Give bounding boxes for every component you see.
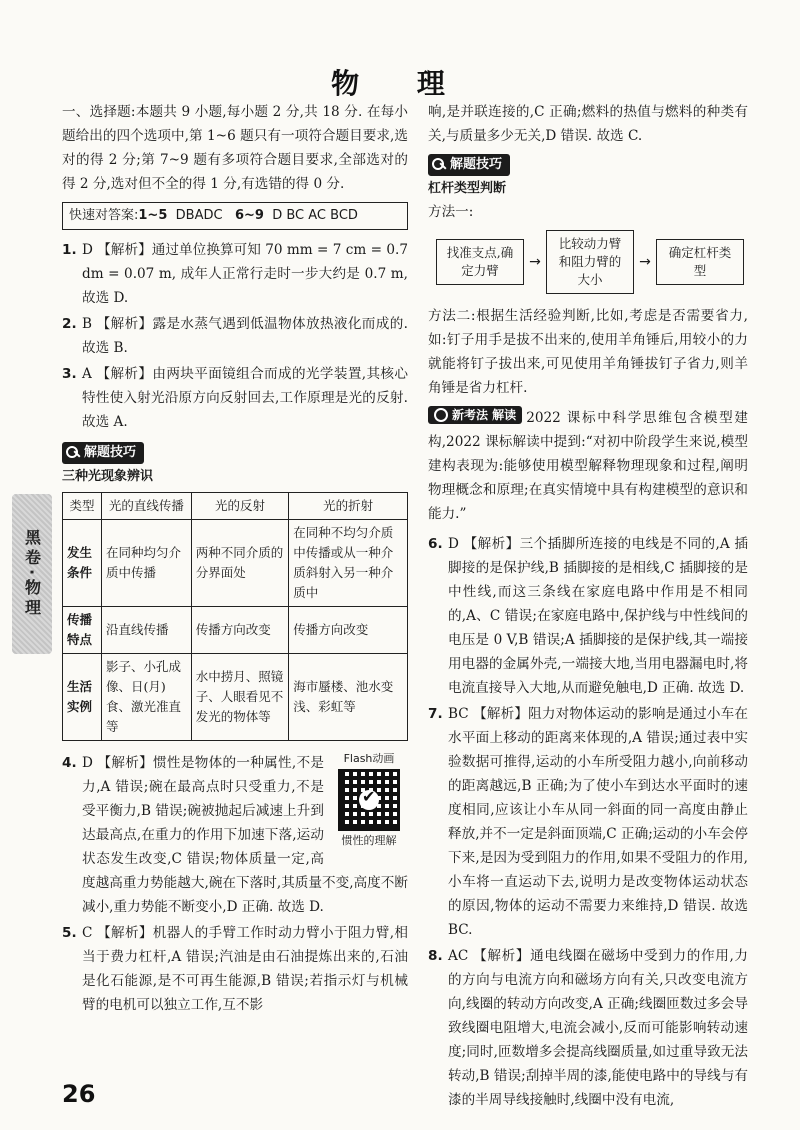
question-4 xyxy=(62,751,408,919)
qr-code-icon[interactable] xyxy=(338,769,400,831)
question-answer-text: D 【解析】通过单位换算可知 70 mm = 7 cm = 0.7 dm = 0.07 m, 成年人正常行走时一步大约是 0.7 m, 故选 D. xyxy=(82,242,408,306)
left-column xyxy=(62,100,408,1019)
row-header: 生活实例 xyxy=(63,654,102,741)
tips-badge-label: 解题技巧 xyxy=(84,445,137,460)
table-cell: 在同种不均匀介质中传播或从一种介质斜射入另一种介质中 xyxy=(289,520,408,607)
flow-step: 找准支点,确定力臂 xyxy=(436,239,524,285)
table-cell: 水中捞月、照镜子、人眼看见不发光的物体等 xyxy=(191,654,289,741)
lever-heading: 杠杆类型判断 xyxy=(428,181,507,196)
arrow-right-icon: → xyxy=(529,254,541,270)
question-answer-text: AC 【解析】通电线圈在磁场中受到力的作用,力的方向与电流方向和磁场方向有关,只改变电流方向,线圈的转动方向改变,A 正确;线圈匝数过多会导致线圈电阻增大,电流会减小,反而可能影响转动速度;同时,匝数增多会提高线圈质量,如过重导致无法转动,B 错误;刮掉半周的漆,能使电路中的导线与有漆的半周导线接触时,线圈中没有电流, xyxy=(448,948,748,1108)
quick-answer-label: 快速对答案: xyxy=(69,208,139,223)
table-header: 类型 xyxy=(63,493,102,520)
question-number: 3. xyxy=(62,366,77,382)
tips-badge xyxy=(428,154,510,176)
question-8 xyxy=(428,944,748,1112)
optics-comparison-table xyxy=(62,492,408,741)
table-cell: 海市蜃楼、池水变浅、彩虹等 xyxy=(289,654,408,741)
arrow-right-icon: → xyxy=(639,254,651,270)
table-header-row xyxy=(63,493,408,520)
question-number: 6. xyxy=(428,536,443,552)
table-header: 光的反射 xyxy=(191,493,289,520)
tips-badge-label: 解题技巧 xyxy=(450,157,503,172)
method-2: 方法二:根据生活经验判断,比如,考虑是否需要省力,如:钉子用手是拔不出来的,使用羊角锤后,用较小的力就能将钉子拔出来,可见使用羊角锤拔钉子省力,则羊角锤是省力杠杆. xyxy=(428,308,748,396)
table-cell: 传播方向改变 xyxy=(289,607,408,654)
table-header: 光的直线传播 xyxy=(102,493,192,520)
quick-answer-range-1: 1~5 xyxy=(138,208,168,223)
table-row xyxy=(63,607,408,654)
table-cell: 两种不同介质的分界面处 xyxy=(191,520,289,607)
quick-answer-range-2: 6~9 xyxy=(234,208,264,223)
question-answer-text: BC 【解析】阻力对物体运动的影响是通过小车在水平面上移动的距离来体现的,A 错误;通过表中实验数据可推得,运动的小车所受阻力越小,向前移动的距离越远,B 正确;为了使小车到达水平面时的速度相同,应该让小车从同一斜面的同一高度由静止释放,并不一定是斜面顶端,C 正确;运动的小车会停下来,是因为受到阻力的作用,如果不受阻力的作用,小车将一直运动下去,说明力是改变物体运动状态的原因,物体的运动不需要力来维持,D 错误. 故选 BC. xyxy=(448,706,748,938)
question-answer-text: A 【解析】由两块平面镜组合而成的光学装置,其核心特性使入射光沿原方向反射回去,工作原理是光的反射. 故选 A. xyxy=(82,366,408,430)
optics-heading: 三种光现象辨识 xyxy=(62,469,154,484)
side-tab-label: 黑卷·物理 xyxy=(22,528,42,620)
section-intro: 一、选择题:本题共 9 小题,每小题 2 分,共 18 分. 在每小题给出的四个选项中,第 1~6 题只有一项符合题目要求,选对的得 2 分;第 7~9 题有多项符合题目要求,全部选对的得 2 分,选对但不全的得 1 分,有选错的得 0 分. xyxy=(62,104,408,192)
question-2 xyxy=(62,312,408,360)
row-header: 传播特点 xyxy=(63,607,102,654)
lever-flowchart xyxy=(436,230,748,294)
method-1-label: 方法一: xyxy=(428,204,474,220)
key-icon xyxy=(66,446,80,460)
flow-step: 确定杠杆类型 xyxy=(656,239,744,285)
question-5 xyxy=(62,921,408,1017)
table-header: 光的折射 xyxy=(289,493,408,520)
tips-badge xyxy=(62,442,144,464)
qr-block[interactable] xyxy=(330,751,408,849)
new-method-text: 2022 课标中科学思维包含模型建构,2022 课标解读中提到:“对初中阶段学生来说,模型建构表现为:能够使用模型解释物理现象和过程,阐明物理概念和原理;在真实情境中具有构建模型的意识和能力.” xyxy=(428,410,748,522)
question-4-body xyxy=(82,751,408,919)
question-number: 7. xyxy=(428,706,443,722)
quick-answer-box xyxy=(62,202,408,230)
key-icon xyxy=(432,158,446,172)
page-number: 26 xyxy=(62,1080,96,1108)
new-method-block xyxy=(428,406,748,526)
question-6 xyxy=(428,532,748,700)
question-number: 2. xyxy=(62,316,77,332)
table-row xyxy=(63,520,408,607)
new-method-badge-label: 新考法 解读 xyxy=(452,408,517,422)
qr-bottom-label: 惯性的理解 xyxy=(341,834,397,847)
question-number: 8. xyxy=(428,948,443,964)
quick-answer-values-2: D BC AC BCD xyxy=(272,208,358,223)
question-answer-text: D 【解析】惯性是物体的一种属性,不是力,A 错误;碗在最高点时只受重力,不是受平衡力,B 错误;碗被抛起后减速上升到达最高点,在重力的作用下加速下落,运动状态发生改变,C 错误;物体质量一定,高度越高重力势能越大,碗在下落时,其质量不变,高度不断减小,重力势能不断变小,D 正确. 故选 D. xyxy=(82,755,408,915)
table-row xyxy=(63,654,408,741)
table-cell: 传播方向改变 xyxy=(191,607,289,654)
question-3 xyxy=(62,362,408,434)
q5-continuation: 响,是并联连接的,C 正确;燃料的热值与燃料的种类有关,与质量多少无关,D 错误. 故选 C. xyxy=(428,104,748,144)
table-cell: 沿直线传播 xyxy=(102,607,192,654)
table-cell: 影子、小孔成像、日(月)食、激光准直等 xyxy=(102,654,192,741)
section-side-tab xyxy=(12,494,52,654)
row-header: 发生条件 xyxy=(63,520,102,607)
table-cell: 在同种均匀介质中传播 xyxy=(102,520,192,607)
question-answer-text: C 【解析】机器人的手臂工作时动力臂小于阻力臂,相当于费力杠杆,A 错误;汽油是由石油提炼出来的,石油是化石能源,是不可再生能源,B 错误;若指示灯与机械臂的电机可以独立工作,互不影 xyxy=(82,925,408,1013)
page-title: 物 理 xyxy=(331,67,469,100)
right-column xyxy=(428,100,748,1114)
new-method-badge xyxy=(428,406,522,424)
qr-top-label: Flash动画 xyxy=(343,752,395,765)
flow-step: 比较动力臂和阻力臂的大小 xyxy=(546,230,634,294)
quick-answer-values-1: DBADC xyxy=(175,208,223,223)
question-answer-text: B 【解析】露是水蒸气遇到低温物体放热液化而成的. 故选 B. xyxy=(82,316,408,356)
question-answer-text: D 【解析】三个插脚所连接的电线是不同的,A 插脚接的是保护线,B 插脚接的是相线,C 插脚接的是中性线,而这三条线在家庭电路中作用是不相同的,A、C 错误;在家庭电路中,保护线与中性线间的电压是 0 V,B 错误;A 插脚接的是保护线,其一端接用电器的金属外壳,一端接大地,当用电器漏电时,将电流直接导入大地,从而避免触电,D 正确. 故选 D. xyxy=(448,536,748,696)
question-number: 4. xyxy=(62,755,77,771)
bulb-icon xyxy=(434,408,448,422)
question-number: 1. xyxy=(62,242,77,258)
question-7 xyxy=(428,702,748,942)
question-number: 5. xyxy=(62,925,77,941)
question-1 xyxy=(62,238,408,310)
